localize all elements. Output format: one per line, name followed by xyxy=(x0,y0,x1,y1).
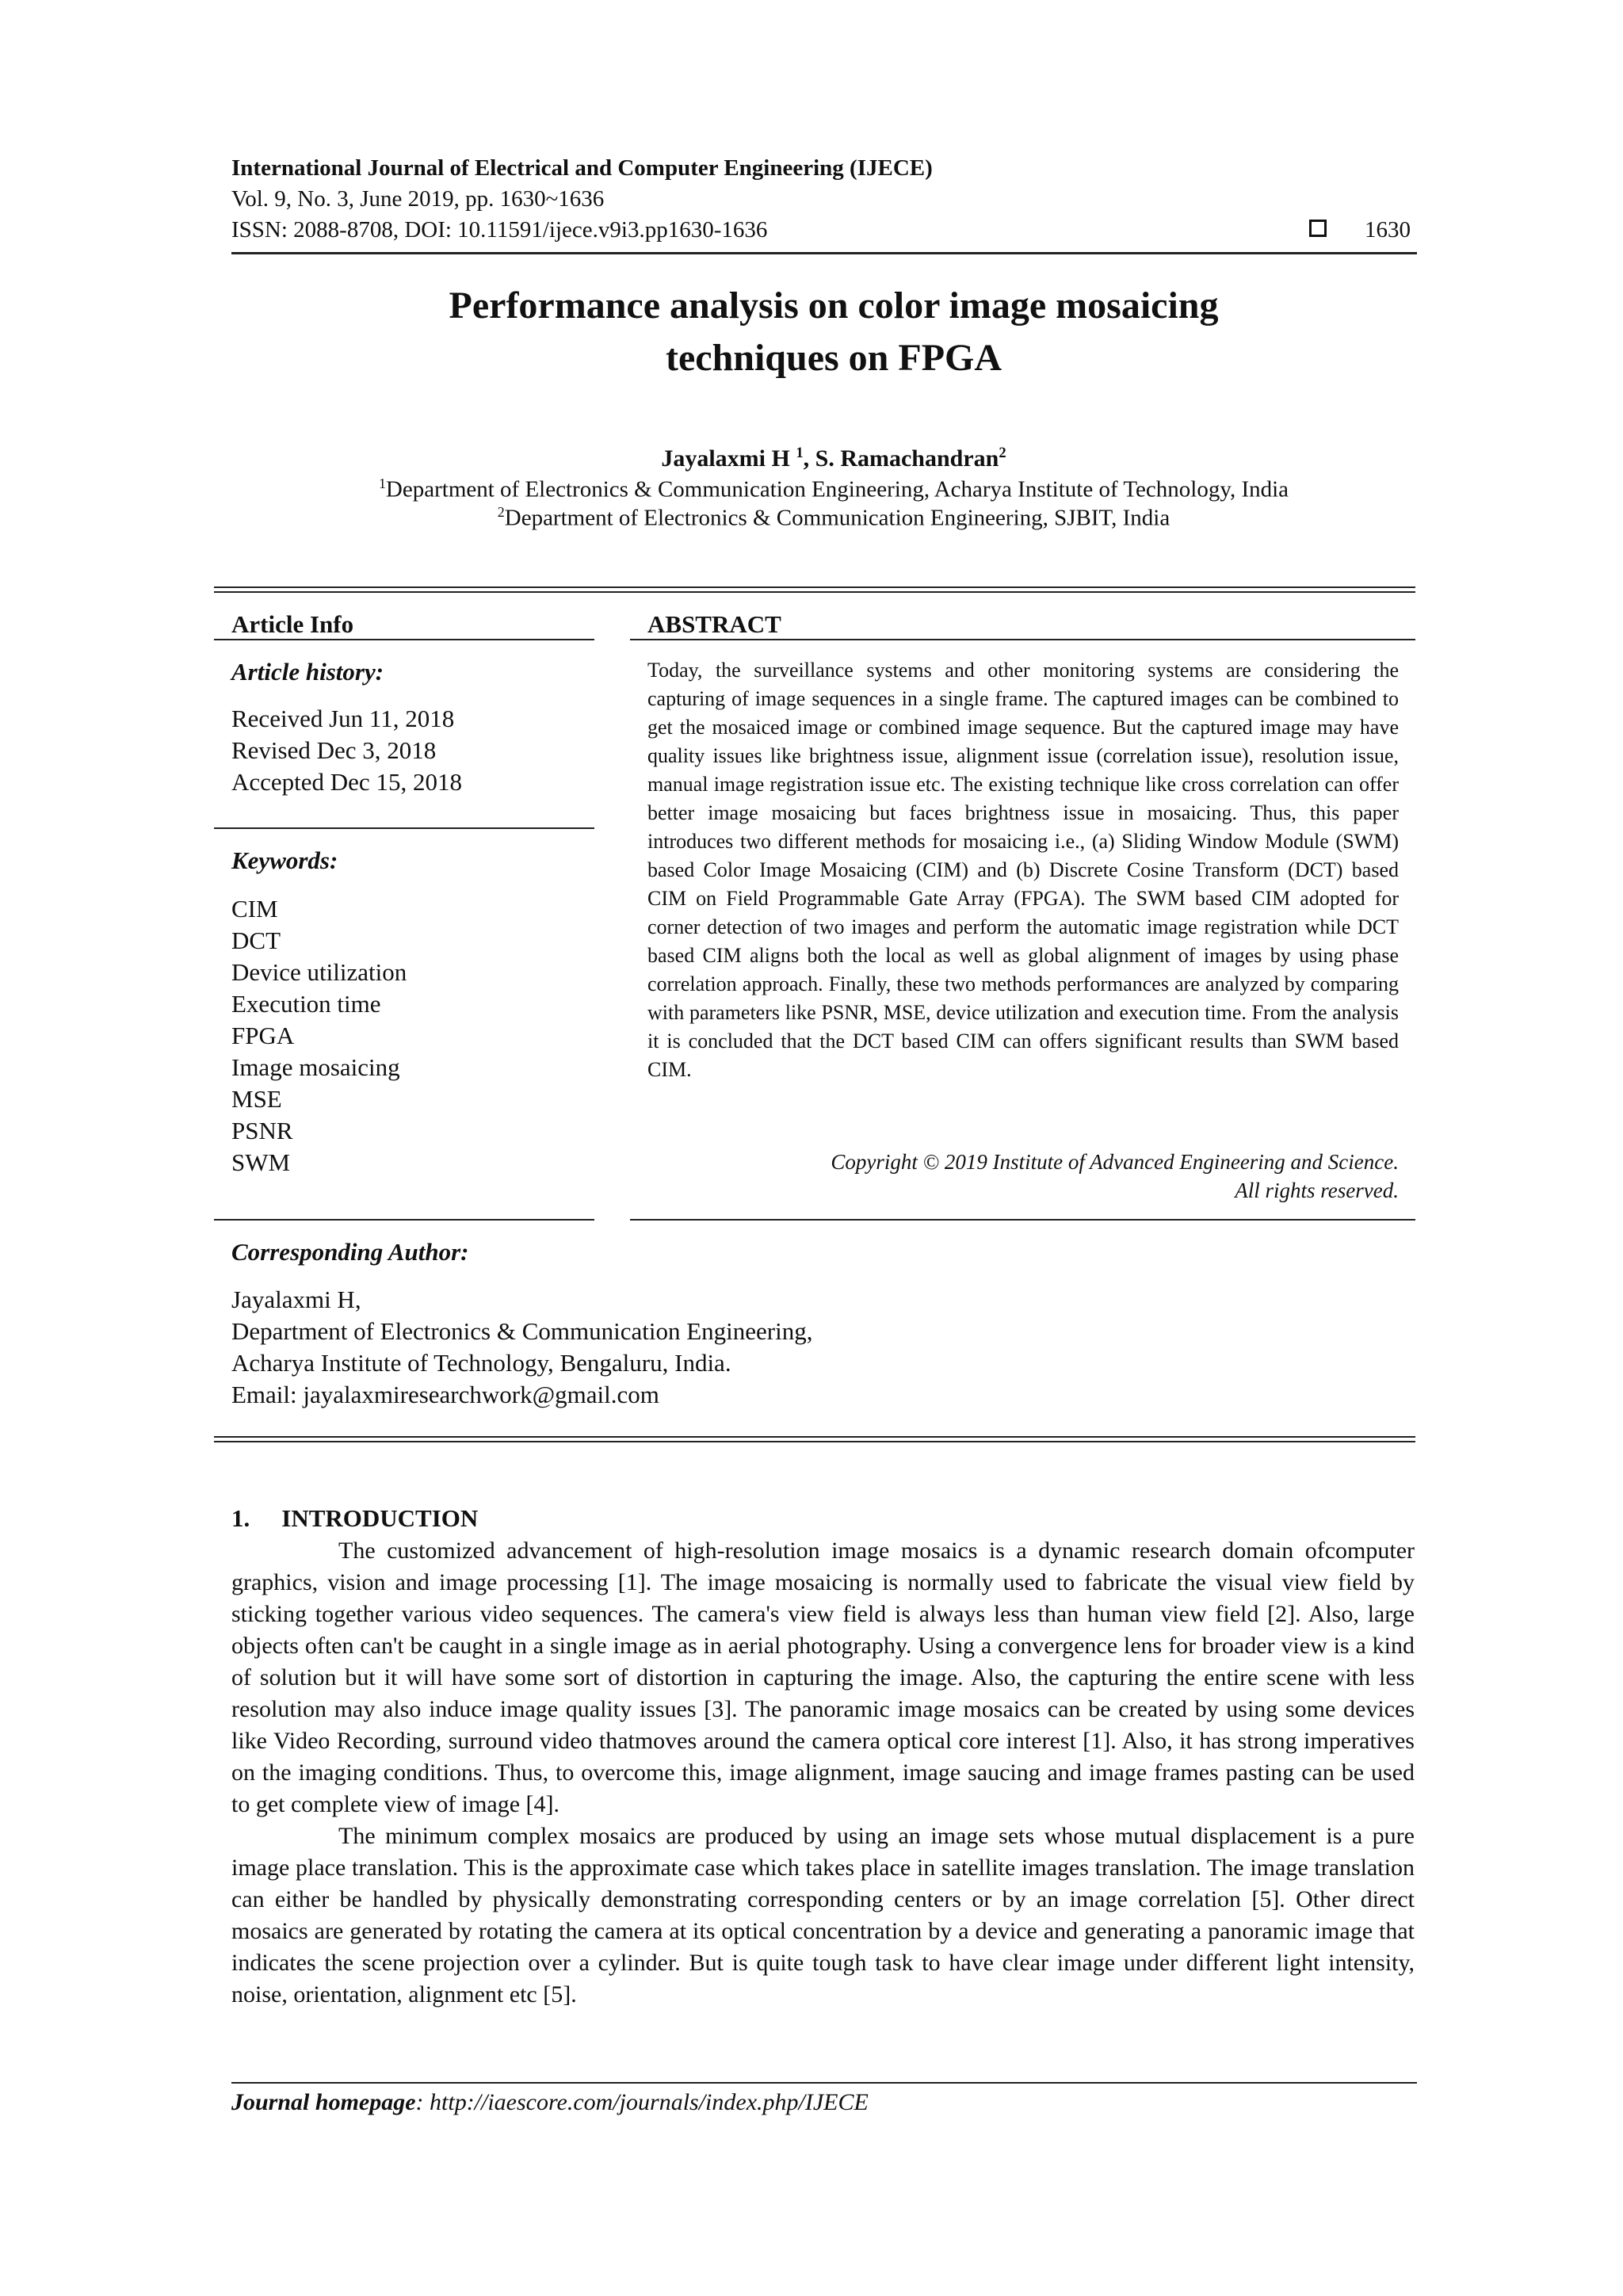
affiliation-2: $^2$Department of Electronics & Communication Engineering, SJBIT, India xyxy=(497,504,1170,531)
keywords-heading: Keywords: xyxy=(231,846,338,874)
abstract-bottom-rule xyxy=(630,1219,1415,1221)
keyword-item: PSNR xyxy=(231,1117,293,1144)
corresponding-author xyxy=(231,1284,812,1411)
paragraph: The customized advancement of high-resolution image mosaics is a dynamic research domain ofcomputer graphics, vision and image processing [1]. The image mosaicing is normally used to fabricate the visual view field by sticking together various video sequences. The camera's view field is always less than human view field [2]. Also, large objects often can't be caught in a single image as in aerial photography. Using a convergence lens for broader view is a kind of solution but it will have some sort of distortion in capturing the image. Also, the capturing the entire scene with less resolution may also induce image quality issues [3]. The panoramic image mosaics can be created by using some devices like Video Recording, surround video thatmoves around the camera optical core interest [1]. Also, it has strong imperatives on the imaging conditions. Thus, to overcome this, image alignment, image saucing and image frames pasting can be used to get complete view of image [4]. xyxy=(231,1538,1415,1817)
accepted-date: Accepted Dec 15, 2018 xyxy=(231,768,462,796)
keyword-item: MSE xyxy=(231,1085,282,1113)
footer-rule xyxy=(231,2082,1417,2084)
author-email: Email: jayalaxmiresearchwork@gmail.com xyxy=(231,1381,659,1408)
article-info-rule xyxy=(214,639,594,640)
article-history-heading: Article history: xyxy=(231,658,384,686)
journal-homepage: Journal homepage: http://iaescore.com/journals/index.php/IJECE xyxy=(231,2089,869,2115)
page-number: 1630 xyxy=(1365,217,1411,243)
author-institute: Acharya Institute of Technology, Bengaluru, India. xyxy=(231,1349,731,1377)
article-info-heading: Article Info xyxy=(231,610,354,638)
keyword-item: CIM xyxy=(231,895,278,923)
volume-info: Vol. 9, No. 3, June 2019, pp. 1630~1636 xyxy=(231,186,605,212)
issn-doi: ISSN: 2088-8708, DOI: 10.11591/ijece.v9i3.pp1630-1636 xyxy=(231,217,768,243)
abstract-rule xyxy=(630,639,1415,640)
author-name: Jayalaxmi H, xyxy=(231,1286,361,1313)
paragraph: The minimum complex mosaics are produced by using an image sets whose mutual displacement is a pure image place translation. This is the approximate case which takes place in satellite images translation. The image translation can either be handled by physically demonstrating corresponding centers or by an image correlation [5]. Other direct mosaics are generated by rotating the camera at its optical concentration by a device and generating a panoramic image that indicates the scene projection over a cylinder. But is quite tough task to have clear image under different light intensity, noise, orientation, alignment etc [5]. xyxy=(231,1823,1415,2008)
received-date: Received Jun 11, 2018 xyxy=(231,705,455,732)
info-box-top-rule xyxy=(214,586,1415,588)
keyword-item: Image mosaicing xyxy=(231,1053,400,1081)
copyright-notice: Copyright © 2019 Institute of Advanced Engineering and Science. All rights reserved. xyxy=(831,1150,1399,1202)
info-box-bottom-rule-2 xyxy=(214,1441,1415,1442)
keyword-item: SWM xyxy=(231,1148,291,1176)
author-department: Department of Electronics & Communication Engineering, xyxy=(231,1317,813,1345)
authors: Jayalaxmi H $^1$, S. Ramachandran$^2$ xyxy=(661,445,1006,472)
article-history xyxy=(231,703,462,798)
corresponding-heading: Corresponding Author: xyxy=(231,1238,469,1266)
abstract-heading: ABSTRACT xyxy=(647,610,781,638)
abstract-text: Today, the surveillance systems and other monitoring systems are considering the capturing of image sequences in a single frame. The captured images can be combined to get the mosaiced image or combined image sequence. But the captured image may have quality issues like brightness issue, alignment issue (correlation issue), resolution issue, manual image registration issue etc. The existing technique like cross correlation can offer better image mosaicing but faces brightness issue in mosaicing. Thus, this paper introduces two different methods for mosaicing i.e., (a) Sliding Window Module (SWM) based Color Image Mosaicing (CIM) and (b) Discrete Cosine Transform (DCT) based CIM on Field Programmable Gate Array (FPGA). The SWM based CIM adopted for corner detection of two images and perform the automatic image registration while DCT based CIM aligns both the local as well as global alignment of images by using phase correlation approach. Finally, these two methods performances are analyzed by comparing with parameters like PSNR, MSE, device utilization and execution time. From the analysis it is concluded that the DCT based CIM can offers significant results than SWM based CIM. xyxy=(647,659,1399,1081)
keyword-item: DCT xyxy=(231,926,281,954)
introduction-heading: 1. INTRODUCTION xyxy=(231,1504,479,1532)
info-box-top-rule-2 xyxy=(214,591,1415,593)
keywords-rule xyxy=(214,1219,594,1221)
journal-name: International Journal of Electrical and Computer Engineering (IJECE) xyxy=(231,155,933,181)
keyword-item: Execution time xyxy=(231,990,381,1018)
info-box-bottom-rule xyxy=(214,1436,1415,1438)
keyword-item: Device utilization xyxy=(231,958,407,986)
introduction-body xyxy=(231,1535,1415,2011)
keyword-item: FPGA xyxy=(231,1022,295,1049)
keywords-list xyxy=(231,893,407,1179)
history-rule xyxy=(214,827,594,829)
revised-date: Revised Dec 3, 2018 xyxy=(231,736,437,764)
paper-title: Performance analysis on color image mosaicing techniques on FPGA xyxy=(449,285,1219,379)
header-rule xyxy=(231,252,1417,254)
checkbox-icon xyxy=(1309,220,1327,239)
affiliation-1: $^1$Department of Electronics & Communication Engineering, Acharya Institute of Technology, India xyxy=(378,476,1289,502)
